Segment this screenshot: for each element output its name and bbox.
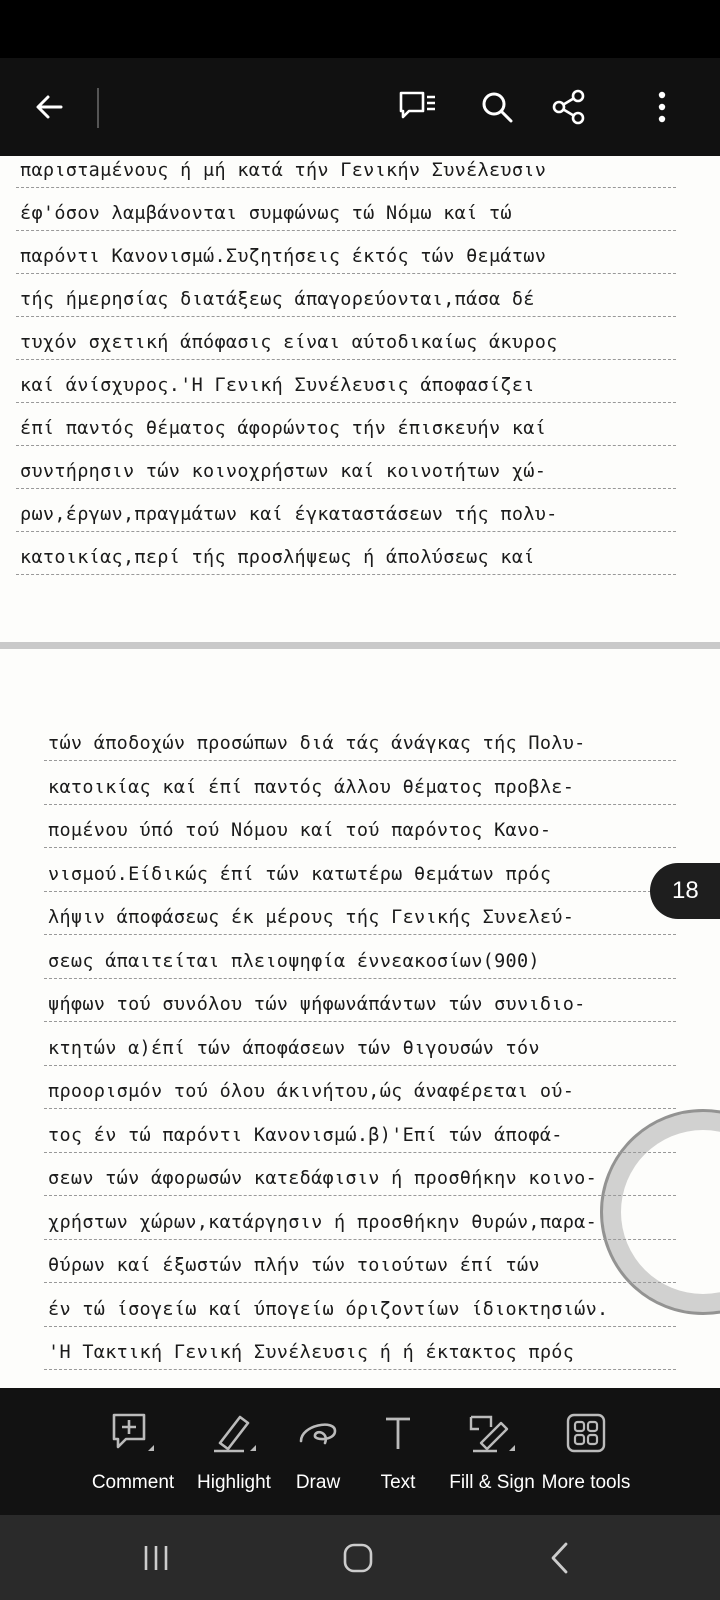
stamp-seal	[600, 1109, 720, 1315]
document-text-line: σεως άπαιτείται πλειοψηφία έννεακοσίων(900)	[48, 950, 540, 972]
comment-list-icon	[397, 89, 437, 125]
comments-list-button[interactable]	[390, 80, 444, 134]
ruled-line	[44, 1108, 676, 1109]
ruled-line	[16, 402, 676, 403]
document-text-line: προορισμόν τού όλου άκινήτου,ώς άναφέρεται ού-	[48, 1081, 575, 1102]
document-text-line: παριστaμένους ή μή κατά τήν Γενικήν Συνέλευσιν	[20, 160, 547, 181]
tool-label: Highlight	[197, 1472, 271, 1493]
document-text-line: λήψιν άποφάσεως έκ μέρους τής Γενικής Συνελεύ-	[48, 907, 575, 928]
draw-icon	[295, 1415, 341, 1451]
document-text-line: τής ήμερησίας διατάξεως άπαγορεύονται,πάσα δέ	[20, 289, 535, 310]
tool-label: Draw	[295, 1472, 341, 1493]
ruled-line	[16, 273, 676, 274]
document-text-line: κατοικίας,περί τής προσλήψεως ή άπολύσεως καί	[20, 547, 535, 568]
document-text-line: κτητών α)έπί τών άποφάσεων τών θιγουσών τόν	[48, 1037, 540, 1059]
ruled-line	[16, 316, 676, 317]
highlight-tool[interactable]	[186, 1408, 282, 1508]
document-text-line: κατοικίας καί έπί παντός άλλου θέματος προβλε-	[48, 776, 575, 798]
ruled-line	[44, 1282, 676, 1283]
more-vertical-icon	[657, 90, 667, 124]
more-tools-button[interactable]	[540, 1408, 632, 1508]
document-viewer[interactable]	[0, 156, 720, 1388]
fill-sign-icon	[467, 1411, 517, 1455]
share-icon	[550, 88, 588, 126]
ruled-line	[16, 230, 676, 231]
ruled-line	[44, 847, 676, 848]
page-number-badge: 18	[650, 863, 720, 919]
page-separator	[0, 642, 720, 649]
document-text-line: τος έν τώ παρόντι Κανονισμώ.β)'Επί τών άποφά-	[48, 1124, 563, 1146]
text-icon	[380, 1413, 416, 1453]
document-text-line: έπί παντός θέματος άφορώντος τήν έπισκευήν καί	[20, 418, 547, 439]
document-text-line: έφ'όσον λαμβάνονται συμφώνως τώ Νόμω καί τώ	[20, 203, 512, 224]
document-text-line: ρων,έργων,πραγμάτων καί έγκαταστάσεων τής πολυ-	[20, 504, 558, 525]
tool-label: Text	[380, 1472, 416, 1493]
comment-tool[interactable]	[88, 1408, 178, 1508]
ruled-line	[44, 1195, 676, 1196]
status-bar	[0, 0, 720, 58]
document-text-line: νισμού.Είδικώς έπί τών κατωτέρω θεμάτων πρός	[48, 863, 552, 885]
pdf-page	[0, 649, 720, 1388]
document-text-line: χρήστων χώρων,κατάργησιν ή προσθήκην θυρών,παρα-	[48, 1211, 598, 1233]
ruled-line	[16, 359, 676, 360]
ruled-line	[44, 1239, 676, 1240]
document-text-line: συντήρησιν τών κοινοχρήστων καί κοινοτήτων χώ-	[20, 461, 547, 482]
ruled-line	[16, 187, 676, 188]
search-icon	[479, 89, 515, 125]
share-button[interactable]	[542, 80, 596, 134]
app-bar	[0, 58, 720, 156]
recents-button[interactable]	[126, 1533, 186, 1583]
ruled-line	[16, 574, 676, 575]
home-icon	[342, 1542, 374, 1574]
document-text-line: ψήφων τού συνόλου τών ψήφωνάπάντων τών συνιδιο-	[48, 994, 586, 1015]
ruled-line	[16, 531, 676, 532]
draw-tool[interactable]	[288, 1408, 348, 1508]
ruled-line	[44, 804, 676, 805]
pdf-page	[0, 156, 720, 643]
ruled-line	[44, 1021, 676, 1022]
home-button[interactable]	[328, 1533, 388, 1583]
back-button[interactable]	[22, 80, 76, 134]
tool-label: Fill & Sign	[449, 1472, 535, 1493]
ruled-line	[44, 1369, 676, 1370]
comment-add-icon	[110, 1411, 156, 1455]
tool-label: Comment	[91, 1472, 175, 1493]
app-bar-divider	[97, 88, 99, 128]
system-nav-bar	[0, 1515, 720, 1600]
document-text-line: πομένου ύπό τού Νόμου καί τού παρόντος Κανο-	[48, 820, 552, 841]
ruled-line	[16, 488, 676, 489]
arrow-left-icon	[31, 89, 67, 125]
bottom-toolbar	[0, 1388, 720, 1515]
tool-label: More tools	[541, 1472, 631, 1493]
nav-back-icon	[548, 1541, 572, 1575]
document-text-line: τών άποδοχών προσώπων διά τάς άνάγκας τής Πολυ-	[48, 733, 586, 754]
ruled-line	[44, 760, 676, 761]
ruled-line	[44, 934, 676, 935]
highlighter-icon	[210, 1411, 258, 1455]
document-text-line: καί άνίσχυρος.'Η Γενική Συνέλευσις άποφασίζει	[20, 375, 535, 396]
document-text-line: έν τώ ίσογείω καί ύπογείω όριζοντίων ίδιοκτησιών.	[48, 1298, 609, 1320]
ruled-line	[16, 445, 676, 446]
document-text-line: σεων τών άφορωσών κατεδάφισιν ή προσθήκην κοινο-	[48, 1168, 598, 1189]
more-options-button[interactable]	[635, 80, 689, 134]
ruled-line	[44, 978, 676, 979]
document-text-line: θύρων καί έξωστών πλήν τών τοιούτων έπί τών	[48, 1255, 540, 1276]
document-text-line: 'Η Τακτική Γενική Συνέλευσις ή ή έκτακτος πρός	[48, 1342, 575, 1363]
more-tools-icon	[566, 1413, 606, 1453]
search-button[interactable]	[470, 80, 524, 134]
text-tool[interactable]	[368, 1408, 428, 1508]
recents-icon	[141, 1543, 171, 1573]
document-text-line: τυχόν σχετική άπόφασις είναι αύτοδικαίως άκυρος	[20, 332, 558, 353]
ruled-line	[44, 891, 676, 892]
fill-sign-tool[interactable]	[446, 1408, 538, 1508]
ruled-line	[44, 1065, 676, 1066]
ruled-line	[44, 1152, 676, 1153]
document-text-line: παρόντι Κανονισμώ.Συζητήσεις έκτός τών θεμάτων	[20, 246, 547, 267]
ruled-line	[44, 1326, 676, 1327]
nav-back-button[interactable]	[530, 1533, 590, 1583]
